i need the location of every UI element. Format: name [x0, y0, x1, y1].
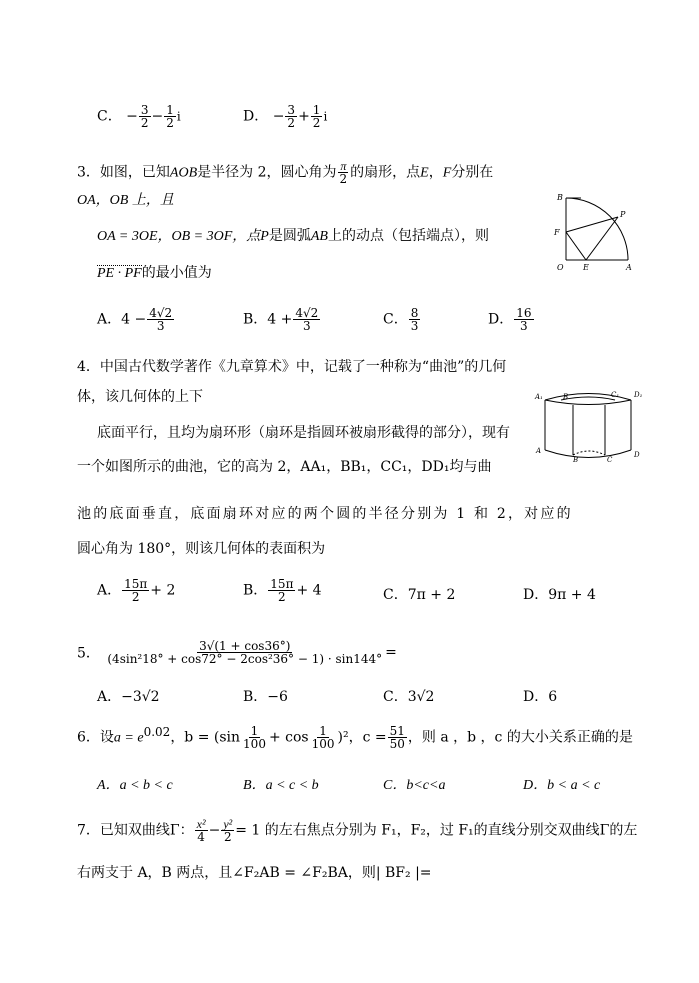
q3-line4: PE · PF的最小值为: [97, 265, 212, 281]
q4-option-d: D．9π + 4: [523, 587, 596, 603]
q5-option-c: C．3√2: [383, 689, 435, 705]
svg-text:O: O: [557, 263, 564, 272]
svg-text:E: E: [583, 263, 589, 272]
q3-sector-figure: [548, 190, 638, 275]
q3-option-c: C． $\frac{8}{3}$: [383, 306, 419, 333]
q3-line2: OA，OB 上，且: [77, 193, 174, 208]
q6-option-a: A．a < b < c: [97, 778, 173, 793]
q5-option-b: B．−6: [243, 689, 288, 705]
q4-option-a: A． $\frac{15\pi}{2}$ + 2: [97, 577, 176, 604]
q6-question: 6．设$a = e^{0.02}$，b = (sin $\frac{1}{100}$ + cos $\frac{1}{100}$ )²，c = $\frac{51}{50}$ ，则 a ，b ，c 的大小关系正确的是: [77, 724, 633, 752]
svg-text:C₁: C₁: [611, 391, 620, 399]
svg-text:C: C: [607, 456, 613, 462]
q4-line6: 圆心角为 180°，则该几何体的表面积为: [77, 541, 326, 557]
q4-line2: 体，该几何体的上下: [77, 389, 203, 405]
q3-option-a: A．4 − $\frac{4√2}{3}$: [97, 306, 173, 333]
svg-text:D₁: D₁: [634, 391, 643, 399]
q2-option-c: C． − $\frac{3}{2}$ − $\frac{1}{2}$ i: [97, 103, 181, 130]
svg-text:P: P: [620, 210, 626, 219]
svg-text:D: D: [634, 451, 640, 459]
q7-line2: 右两支于 A，B 两点，且∠F₂AB = ∠F₂BA，则| BF₂ |=: [77, 865, 432, 881]
q5-option-a: A．−3√2: [97, 689, 160, 705]
svg-text:A₁: A₁: [535, 393, 543, 401]
svg-text:B: B: [573, 456, 579, 462]
q4-line1: 4．中国古代数学著作《九章算术》中，记载了一种称为“曲池”的几何: [77, 359, 507, 375]
q3-line1: 3．如图，已知AOB是半径为 2，圆心角为 $\frac{\pi}{2}$ 的扇形，点E，F分别在: [77, 159, 494, 186]
q6-option-c: C．b<c<a: [383, 778, 446, 793]
q6-option-d: D．b < a < c: [523, 778, 601, 793]
q5-option-d: D．6: [523, 689, 558, 705]
svg-text:A: A: [626, 263, 632, 272]
svg-text:F: F: [554, 228, 560, 237]
svg-text:A: A: [536, 447, 542, 455]
q4-option-c: C．7π + 2: [383, 587, 456, 603]
q4-option-b: B． $\frac{15\pi}{2}$ + 4: [243, 577, 322, 604]
q6-option-b: B．a < c < b: [243, 778, 319, 793]
q3-option-d: D． $\frac{16}{3}$: [488, 306, 532, 333]
q3-line3: OA = 3OE，OB = 3OF，点P是圆弧AB上的动点（包括端点），则: [97, 228, 489, 244]
q4-line5: 池的底面垂直，底面扇环对应的两个圆的半径分别为 1 和 2，对应的: [77, 506, 573, 522]
svg-text:B: B: [557, 193, 563, 202]
q5-question: 5． $\frac{3√(1 + \cos 36^\circ)}{\text{(4sin²18° + cos72° − 2cos²36° − 1) · sin144°}}$ =: [77, 639, 397, 666]
q3-option-b: B．4 + $\frac{4√2}{3}$: [243, 306, 319, 333]
q7-line1: 7．已知双曲线Γ： $\frac{\text{x²}}{4}$ − $\frac{\text{y²}}{2}$ = 1 的左右焦点分别为 F₁，F₂，过 F₁的直线分别交双曲线Γ的左: [77, 817, 638, 844]
q4-line4: 一个如图所示的曲池，它的高为 2，AA₁，BB₁，CC₁，DD₁均与曲: [77, 459, 492, 475]
q4-line3: 底面平行，且均为扇环形（扇环是指圆环被扇形截得的部分），现有: [97, 425, 510, 441]
svg-text:B: B: [563, 393, 569, 401]
q2-option-d: D． − $\frac{3}{2}$ + $\frac{1}{2}$ i: [243, 103, 328, 130]
q4-curved-pool-figure: [533, 387, 645, 462]
